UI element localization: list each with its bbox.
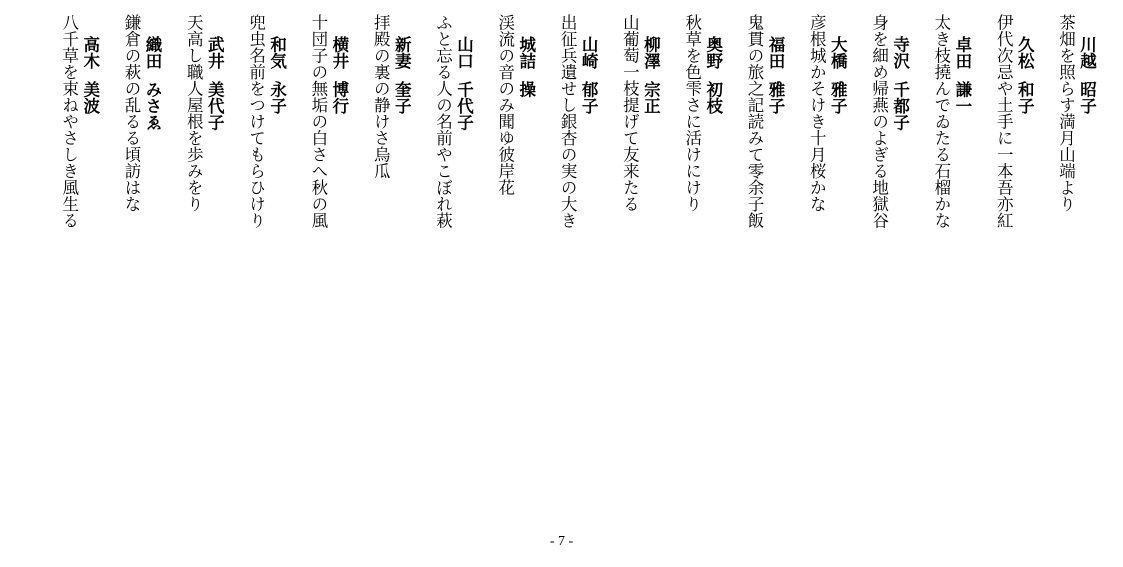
author-given-name: 雅子 — [828, 81, 848, 114]
author-surname: 奥野 — [703, 36, 723, 69]
author-surname: 川越 — [1077, 36, 1097, 69]
author-given-name: 美波 — [80, 81, 100, 114]
author-name — [1016, 36, 1033, 114]
haiku-text: 彦根城かそけき十月桜かな — [807, 14, 827, 212]
haiku-text: 十団子の無垢の白さへ秋の風 — [308, 14, 328, 229]
haiku-text: 出征兵遺せし銀杏の実の大き — [558, 14, 578, 229]
author-surname: 和気 — [267, 36, 287, 69]
author-surname: 城詰 — [516, 36, 536, 69]
author-given-name: 奎子 — [392, 81, 412, 114]
author-surname: 大橋 — [828, 36, 848, 69]
haiku-text: ふと忘る人の名前やこぼれ萩 — [433, 14, 453, 229]
author-given-name: みさゑ — [143, 81, 162, 131]
author-surname: 久松 — [1015, 36, 1035, 69]
haiku-text: 秋草を色雫さに活けにけり — [682, 14, 702, 212]
haiku-text: 太き枝撓んでゐたる石榴かな — [931, 14, 951, 229]
author-name — [81, 36, 98, 114]
author-given-name: 千都子 — [890, 81, 910, 131]
author-name — [206, 36, 223, 131]
author-name — [268, 36, 285, 114]
author-surname: 山崎 — [579, 36, 599, 69]
author-name — [517, 36, 534, 98]
author-name — [767, 36, 784, 114]
haiku-text: 拝殿の裏の静けさ烏瓜 — [371, 14, 391, 179]
author-name — [455, 36, 472, 131]
author-name — [144, 36, 161, 131]
author-given-name: 初枝 — [703, 81, 723, 114]
author-surname: 高木 — [80, 36, 100, 69]
page-number: - 7 - — [549, 534, 574, 549]
author-given-name: 雅子 — [766, 81, 785, 114]
author-surname: 柳澤 — [641, 36, 661, 69]
author-surname: 福田 — [766, 36, 785, 69]
author-name — [330, 36, 347, 114]
haiku-text: 伊代次忌や土手に一本吾亦紅 — [994, 14, 1014, 229]
author-surname: 織田 — [143, 36, 162, 69]
author-given-name: 宗正 — [641, 81, 661, 114]
author-name — [829, 36, 846, 114]
author-surname: 卓田 — [952, 36, 972, 69]
author-given-name: 郁子 — [579, 81, 599, 114]
haiku-text: 兜虫名前をつけてもらひけり — [246, 14, 266, 229]
haiku-text: 茶畑を照らす満月山端より — [1056, 14, 1076, 212]
author-given-name: 和子 — [1015, 81, 1035, 114]
haiku-text: 天高し職人屋根を歩みをり — [184, 14, 204, 212]
author-given-name: 博行 — [329, 81, 349, 114]
haiku-text: 山葡萄一枝提げて友来たる — [620, 14, 640, 212]
author-name — [704, 36, 721, 114]
haiku-text: 八千草を束ねやさしき風生る — [59, 14, 79, 229]
author-given-name: 美代子 — [205, 81, 225, 131]
haiku-text: 渓流の音のみ聞ゆ彼岸花 — [495, 14, 515, 196]
author-surname: 武井 — [205, 36, 225, 69]
author-given-name: 永子 — [267, 81, 287, 114]
author-name — [891, 36, 908, 131]
author-name — [1078, 36, 1095, 114]
author-given-name: 昭子 — [1077, 81, 1097, 114]
author-surname: 山口 — [454, 36, 474, 69]
author-name — [642, 36, 659, 114]
author-surname: 寺沢 — [890, 36, 910, 69]
author-name — [953, 36, 970, 114]
author-given-name: 謙一 — [952, 81, 972, 114]
haiku-text: 鬼貫の旅之記読みて零余子飯 — [745, 14, 764, 229]
author-surname: 横井 — [329, 36, 349, 69]
author-name — [393, 36, 410, 114]
author-given-name: 操 — [516, 81, 536, 98]
haiku-text: 身を細め帰燕のよぎる地獄谷 — [869, 14, 889, 229]
author-given-name: 千代子 — [454, 81, 474, 131]
haiku-text: 鎌倉の萩の乱るる頃訪はな — [122, 14, 141, 212]
author-name — [580, 36, 597, 114]
author-surname: 新妻 — [392, 36, 412, 69]
